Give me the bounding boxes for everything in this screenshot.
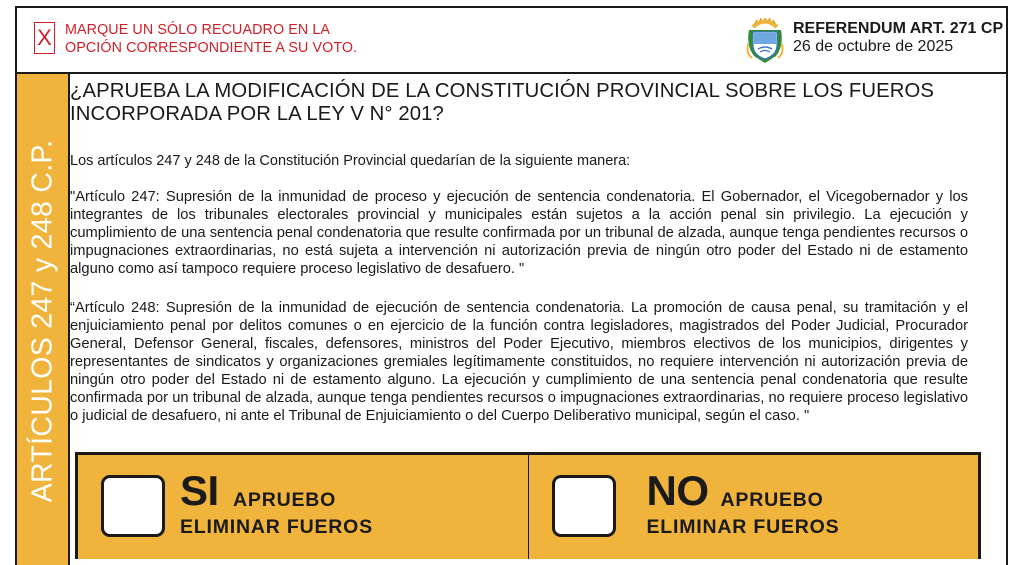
- si-line-1: APRUEBO: [233, 489, 337, 511]
- question-line-1: ¿APRUEBA LA MODIFICACIÓN DE LA CONSTITUCIÓN PROVINCIAL SOBRE LOS FUEROS: [70, 80, 934, 102]
- si-checkbox[interactable]: [101, 475, 165, 537]
- ballot-header: [17, 8, 1006, 74]
- question-line-2: INCORPORADA POR LA LEY V N° 201?: [70, 103, 444, 125]
- voting-instruction: [65, 21, 357, 57]
- instruction-line-1: MARQUE UN SÓLO RECUADRO EN LA: [65, 22, 331, 38]
- no-line-1: APRUEBO: [720, 489, 824, 511]
- si-line-2: ELIMINAR FUEROS: [180, 516, 373, 538]
- intro-text: Los artículos 247 y 248 de la Constitución Provincial quedarían de la siguiente manera:: [70, 153, 631, 169]
- no-word: NO: [646, 467, 709, 514]
- sidebar-label: ARTÍCULOS 247 y 248 C.P.: [26, 139, 58, 502]
- si-word: SI: [180, 467, 219, 514]
- ballot-content: [70, 80, 968, 424]
- instruction-line-2: OPCIÓN CORRESPONDIENTE A SU VOTO.: [65, 40, 358, 56]
- vote-options: [75, 452, 981, 559]
- option-si[interactable]: [78, 455, 528, 559]
- referendum-title: REFERENDUM ART. 271 CP: [793, 20, 1004, 37]
- article-247-text: "Artículo 247: Supresión de la inmunidad de proceso y ejecución de sentencia condenatoria. El Gobernador, el Vicegobernador y los integrantes de los tribunales electorales provincial y municipales están sujetos a la acción penal sin privilegio. La ejecución y cumplimiento de una sentencia penal condenatoria que resulte confirmada por un tribunal de alzada, aunque tenga pendientes recursos o impugnaciones extraordinarias, no está sujeta a intervención ni autorización previa de ningún otro poder del Estado ni de estamento alguno como así tampoco requiere proceso legislativo de desafuero. ": [70, 189, 968, 277]
- referendum-question: [70, 80, 968, 126]
- articles-sidebar: [17, 74, 70, 565]
- option-no[interactable]: [528, 455, 979, 559]
- no-checkbox[interactable]: [552, 475, 616, 537]
- article-248-text: “Artículo 248: Supresión de la inmunidad de ejecución de sentencia condenatoria. La promoción de causa penal, su tramitación y el enjuiciamiento penal por delitos comunes o en ejercicio de la función contra legisladores, magistrados del Poder Judicial, Procurador General, Defensor General, fiscales, defensores, ministros del Poder Ejecutivo, miembros electivos de los municipios, dirigentes y representantes de sindicatos y organizaciones gremiales legítimamente constituidos, no requiere intervención ni autorización previa de ningún otro poder del Estado ni de estamento alguno. La ejecución y cumplimiento de una sentencia penal condenatoria que resulte confirmada por un tribunal de alzada, aunque tenga pendientes recursos o impugnaciones extraordinarias, no requiere proceso legislativo o judicial de desafuero, ni ante el Tribunal de Enjuiciamiento o del Cuerpo Deliberativo municipal, según el caso. ": [70, 300, 968, 424]
- coat-of-arms-icon: [746, 18, 784, 64]
- referendum-date: 26 de octubre de 2025: [793, 38, 954, 55]
- no-line-2: ELIMINAR FUEROS: [646, 516, 840, 538]
- x-mark-icon: X: [34, 22, 55, 54]
